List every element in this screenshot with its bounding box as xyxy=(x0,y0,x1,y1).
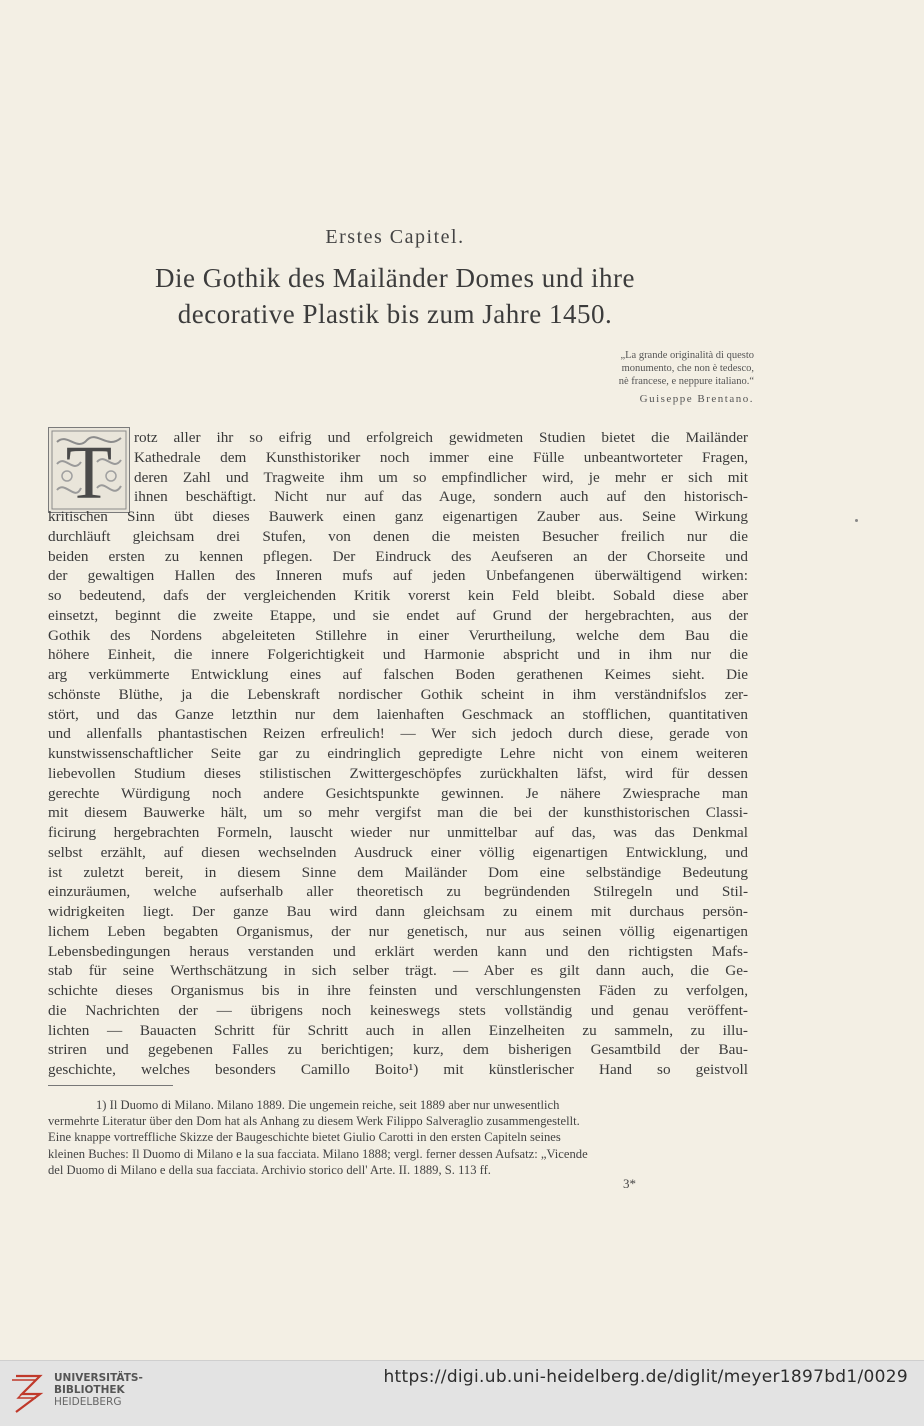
text-line: der gewaltigen Hallen des Inneren mufs auf jeden Unbefangenen überwältigend wirken: xyxy=(48,567,748,585)
text-line: durchläuft gleichsam drei Stufen, von denen die meisten Besucher freilich nur die xyxy=(48,527,748,545)
text-line: mit diesem Bauwerke hält, um so mehr vergifst man die bei der kunsthistorischen Classi- xyxy=(48,804,748,822)
text-line: einzuräumen, welche aufserhalb aller theoretisch zu begründenden Stilregeln und Stil- xyxy=(48,883,748,901)
text-line: die Nachrichten der — übrigens noch keineswegs stets vollständig und genau veröffent- xyxy=(48,1001,748,1019)
text-line: so bedeutend, dafs der vergleichenden Kritik vorerst kein Feld bleibt. Sobald diese aber xyxy=(48,587,748,604)
text-line: höhere Einheit, die innere Folgerichtigkeit und Harmonie abspricht und in ihm nur die xyxy=(48,646,748,664)
footnote xyxy=(48,1097,748,1178)
library-name-line: UNIVERSITÄTS- xyxy=(54,1372,143,1384)
chapter-title-line-2: decorative Plastik bis zum Jahre 1450. xyxy=(177,299,613,329)
text-line: rotz aller ihr so eifrig und erfolgreich gewidmeten Studien bietet die Mailänder xyxy=(134,429,748,446)
text-line: einsetzt, beginnt die zweite Etappe, und sie endet auf Grund der hergebrachten, aus der xyxy=(48,606,748,624)
text-line: kritischen Sinn übt dieses Bauwerk einen ganz eigenartigen Zauber aus. Seine Wirkung xyxy=(48,508,748,525)
footnote-rule xyxy=(48,1085,173,1086)
text-line: beiden ersten zu kennen pflegen. Der Eindruck des Aeufseren an der Chorseite und xyxy=(48,547,748,565)
text-line: lichten — Bauacten Schritt für Schritt auch in allen Einzelheiten zu sammeln, zu illu- xyxy=(48,1021,748,1039)
text-line: ihnen beschäftigt. Nicht nur auf das Auge, sondern auch auf den historisch- xyxy=(134,488,748,506)
text-line: selbst erzählt, auf diesen wechselnden Ausdruck einer völlig eigenartigen Entwicklung, und xyxy=(48,843,748,861)
chapter-title-line-1: Die Gothik des Mailänder Domes und ihre xyxy=(155,263,635,293)
source-url-link[interactable]: https://digi.ub.uni-heidelberg.de/diglit/meyer1897bd1/0029 xyxy=(383,1367,908,1387)
text-line: Kathedrale dem Kunsthistoriker noch immer eine Fülle unbeantworteter Fragen, xyxy=(134,448,748,466)
epigraph-line: nè francese, e neppure italiano.“ xyxy=(618,376,754,387)
text-line: deren Zahl und Tragweite ihm um so empfindlicher wird, je mehr er sich mit xyxy=(134,468,748,486)
text-line: kunstwissenschaftlicher Seite gar zu eindringlich gepredigte Lehre nicht von einem weiteren xyxy=(48,745,748,762)
chapter-label: Erstes Capitel. xyxy=(325,226,465,248)
footnote-line: del Duomo di Milano e della sua facciata. Archivio storico dell' Arte. II. 1889, S. 113 ff. xyxy=(48,1162,491,1177)
text-line: Gothik des Nordens abgeleiteten Stillehre in einer Verurtheilung, welche dem Bau die xyxy=(48,626,748,644)
library-name-line: BIBLIOTHEK xyxy=(54,1384,125,1396)
library-name-line: HEIDELBERG xyxy=(54,1396,122,1408)
footnote-line: kleinen Buches: Il Duomo di Milano e la sua facciata. Milano 1888; vergl. ferner dessen Aufsatz: „Vicende xyxy=(48,1146,588,1161)
library-logo-icon xyxy=(10,1370,48,1414)
signature-mark: 3* xyxy=(623,1176,636,1191)
text-line: und allenfalls phantastischen Reizen erfreulich! — Wer sich jedoch durch diese, gerade von xyxy=(48,725,748,743)
dropcap-letter: T xyxy=(65,431,113,512)
footnote-line: 1) Il Duomo di Milano. Milano 1889. Die ungemein reiche, seit 1889 aber nur unwesentlich xyxy=(96,1098,560,1112)
text-line: stört, und das Ganze letzthin nur dem laienhaften Geschmack an stofflichen, quantitativen xyxy=(48,705,748,723)
text-line: schönste Blüthe, ja die Lebenskraft nordischer Gothik scheint in ihm verständnifslos zer- xyxy=(48,685,748,703)
text-line: stab für seine Werthschätzung in sich selber trägt. — Aber es gilt dann auch, die Ge- xyxy=(48,962,748,980)
text-line: schichte dieses Organismus bis in ihre feinsten und verschlungensten Fäden zu verfolgen, xyxy=(48,982,748,999)
text-line: Lebensbedingungen heraus verstanden und erklärt werden kann und den richtigsten Mafs- xyxy=(48,942,748,960)
epigraph-line: „La grande originalità di questo xyxy=(620,350,754,361)
epigraph-line: monumento, che non è tedesco, xyxy=(621,363,754,374)
library-name xyxy=(54,1372,143,1408)
text-line: striren und gegebenen Falles zu berichtigen; kurz, dem bisherigen Gesamtbild der Bau- xyxy=(48,1041,748,1059)
text-line: widrigkeiten liegt. Der ganze Bau wird dann gleichsam zu einem mit durchaus persön- xyxy=(48,903,748,920)
body-text xyxy=(48,428,748,1080)
epigraph-author: Guiseppe Brentano. xyxy=(639,393,754,405)
text-line: ficirung hergebrachten Formeln, lauscht wieder nur unmittelbar auf das, was das Denkmal xyxy=(48,824,748,841)
page-speck xyxy=(855,519,858,522)
text-line: liebevollen Studium dieses stilistischen Zwittergeschöpfes zurückhalten läfst, wird für dessen xyxy=(48,764,748,782)
text-line: geschichte, welches besonders Camillo Boito¹) mit künstlerischer Hand so geistvoll xyxy=(48,1061,748,1078)
text-line: lichem Leben begabten Organismus, der nur genetisch, nur aus seinen völlig eigenartigen xyxy=(48,922,748,940)
footnote-line: Eine knappe vortreffliche Skizze der Baugeschichte bietet Giulio Carotti in den ersten Capiteln seines xyxy=(48,1130,561,1145)
epigraph xyxy=(494,349,754,406)
chapter-title xyxy=(0,260,790,332)
text-line: arg verkümmerte Entwicklung eines auf falschen Boden gerathenen Keimes sieht. Die xyxy=(48,666,748,683)
footnote-line: vermehrte Literatur über den Dom hat als Anhang zu diesem Werk Filippo Salveraglio zusammengestellt. xyxy=(48,1114,580,1129)
text-line: gerechte Würdigung noch andere Gesichtspunkte gewinnen. Je nähere Zwiesprache man xyxy=(48,784,748,802)
text-line: ist zuletzt bereit, in diesem Sinne dem Mailänder Dom eine selbständige Bedeutung xyxy=(48,863,748,881)
